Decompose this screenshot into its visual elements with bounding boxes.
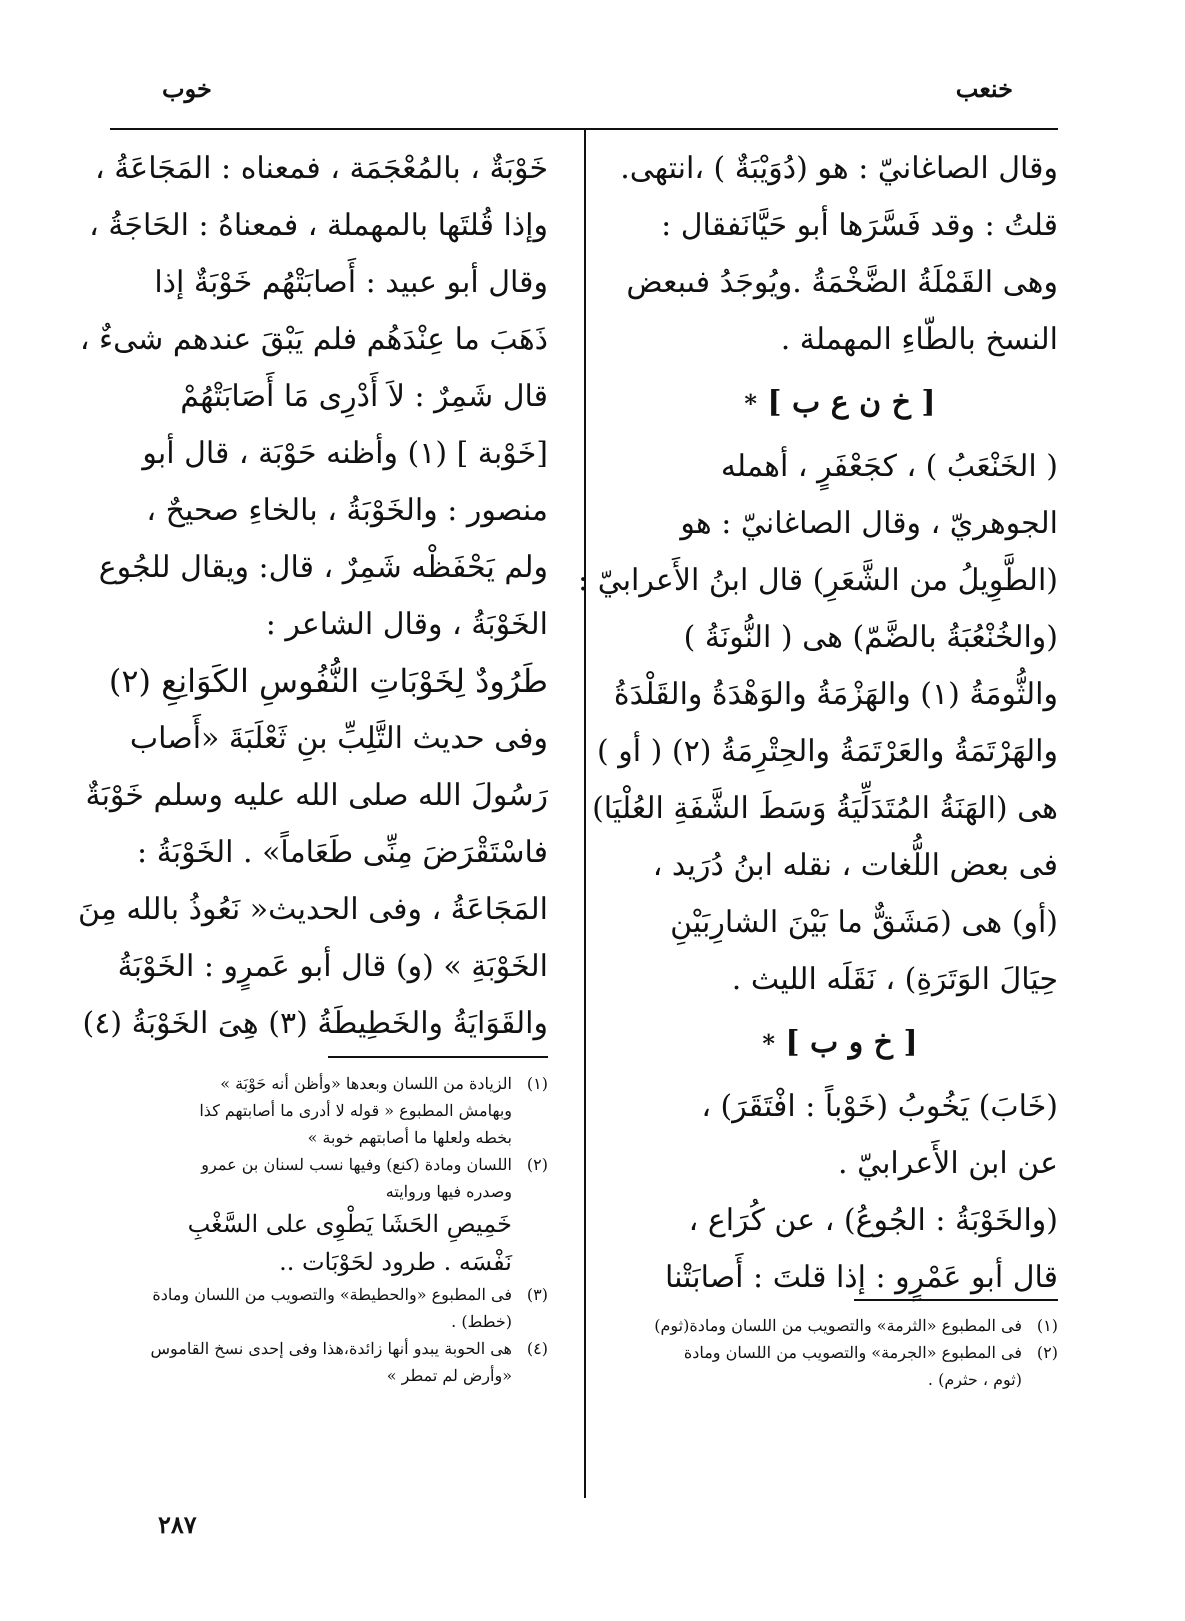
footnote: [110, 1281, 548, 1335]
text-line: (الطَّوِيلُ من الشَّعَرِ) قال ابنُ الأَعرابيّ :: [578, 563, 1058, 598]
footnote: [110, 1151, 548, 1281]
text-line: هى (الهَنَةُ المُتَدَلِّيَةُ وَسَطَ الشَّفَةِ العُلْيَا): [592, 791, 1058, 826]
text-line: [خَوْبة ] (١) وأظنه حَوْبَة ، قال أبو: [142, 436, 548, 471]
footnote-text: وصدره فيها وروايته: [385, 1182, 512, 1201]
footnote-number: (٢): [526, 1155, 548, 1174]
footnote-text: وبهامش المطبوع « قوله لا أدرى ما أصابتهم كذا: [199, 1101, 512, 1120]
text-line: الخَوْبَةُ ، وقال الشاعر :: [265, 607, 548, 642]
verse-line: طَرُودٌ لِخَوْبَاتِ النُّفُوسِ الكَوَانِعِ (٢): [108, 662, 548, 700]
footnote-text: فى المطبوع «الجرمة» والتصويب من اللسان ومادة: [683, 1343, 1022, 1362]
running-head-right: خنعب: [955, 74, 1013, 103]
right-column: [578, 140, 1058, 1306]
text-line: وهى القَمْلَةُ الضَّخْمَةُ .ويُوجَدُ فىبعض: [626, 265, 1058, 300]
text-line: خَوْبَةٌ ، بالمُعْجَمَة ، فمعناه : المَجَاعَةُ ،: [94, 151, 548, 186]
text-line: والثُّومَةُ (١) والهَزْمَةُ والوَهْدَةُ والقَلْدَةُ: [613, 677, 1058, 712]
footnote-text: (ثوم ، حثرم) .: [927, 1370, 1022, 1389]
column-divider: [584, 130, 586, 1498]
footnote-text: هى الحوبة يبدو أنها زائدة،هذا وفى إحدى نسخ القاموس: [150, 1339, 512, 1358]
footnote: [110, 1070, 548, 1151]
running-head-left: خوب: [162, 74, 212, 103]
text-line: (أو) هى (مَشَقٌّ ما بَيْنَ الشارِبَيْنِ: [670, 905, 1058, 940]
footnote-text: اللسان ومادة (كنع) وفيها نسب لسنان بن عمرو: [201, 1155, 512, 1174]
asterisk-icon: *: [744, 389, 757, 418]
text-line: فى بعض اللُّغات ، نقله ابنُ دُرَيد ،: [652, 848, 1058, 883]
text-line: (والخُنْعُبَةُ بالضَّمّ) هى ( النُّونَةُ ): [683, 620, 1058, 655]
footnote-text: فى المطبوع «الثرمة» والتصويب من اللسان ومادة(ثوم): [654, 1316, 1022, 1335]
text-line: المَجَاعَةُ ، وفى الحديث« نَعُوذُ بالله مِنَ: [77, 892, 548, 927]
text-line: وقال الصاغانيّ : هو (دُوَيْبَةٌ ) ،انتهى.: [620, 151, 1058, 186]
text-line: قلتُ : وقد فَسَّرَها أبو حَيَّانَفقال :: [661, 208, 1058, 243]
text-line: والقَوَايَةُ والخَطِيطَةُ (٣) هِىَ الخَوْبَةُ (٤): [82, 1006, 548, 1041]
text-line: والهَرْتَمَةُ والعَرْتَمَةُ والحِتْرِمَةُ (٢) ( أو ): [597, 734, 1058, 769]
text-line: عن ابن الأَعرابيّ .: [838, 1146, 1058, 1181]
footnote-verse: خَمِيصِ الحَشَا يَطْوِى على السَّغْبِ: [187, 1210, 512, 1238]
entry-heading-khwb: [622, 1008, 1058, 1078]
text-line: وإذا قُلتَها بالمهملة ، فمعناهُ : الحَاجَةُ ،: [89, 208, 548, 243]
text-line: الخَوْبَةِ » (و) قال أبو عَمرٍو : الخَوْبَةُ: [117, 949, 548, 984]
footnote-number: (١): [526, 1074, 548, 1093]
text-line: منصور : والخَوْبَةُ ، بالخاءِ صحيحٌ ،: [146, 493, 548, 528]
text-line: حِيَالَ الوَتَرَةِ) ، نَقَلَه الليث .: [731, 962, 1058, 997]
text-line: رَسُولَ الله صلى الله عليه وسلم خَوْبَةٌ: [85, 778, 548, 813]
text-line: النسخ بالطّاءِ المهملة .: [780, 322, 1058, 357]
text-line: (خَابَ) يَخُوبُ (خَوْباً : افْتَقَرَ) ،: [701, 1089, 1058, 1124]
entry-heading-text: [ خ ن ع ب ]: [767, 385, 936, 420]
footnotes-right: [622, 1312, 1058, 1393]
footnote-rule-left: [328, 1056, 548, 1058]
entry-heading-khnab: [622, 368, 1058, 438]
text-line: ذَهَبَ ما عِنْدَهُم فلم يَبْقَ عندهم شىءٌ ،: [79, 322, 548, 357]
footnote: [622, 1339, 1058, 1393]
footnote-text: «وأرض لم تمطر »: [386, 1366, 512, 1385]
footnote-number: (١): [1036, 1316, 1058, 1335]
footnote: [110, 1335, 548, 1389]
text-line: ( الخَنْعَبُ ) ، كجَعْفَرٍ ، أهمله: [720, 449, 1058, 484]
left-column: [77, 140, 548, 1052]
footnote-number: (٢): [1036, 1343, 1058, 1362]
footnote-rule-right: [854, 1299, 1058, 1301]
text-line: قال شَمِرٌ : لاَ أَدْرِى مَا أَصَابَتْهُمْ: [180, 379, 548, 414]
text-line: الجوهريّ ، وقال الصاغانيّ : هو: [680, 506, 1058, 541]
footnotes-left: [110, 1070, 548, 1389]
footnote-verse: نَفْسَه . طرود لحَوْبَات ..: [279, 1248, 512, 1276]
text-line: وقال أبو عبيد : أَصابَتْهُم خَوْبَةٌ إذا: [154, 265, 548, 300]
text-line: (والخَوْبَةُ : الجُوعُ) ، عن كُرَاع ،: [688, 1203, 1058, 1238]
footnote-text: فى المطبوع «والحطيطة» والتصويب من اللسان ومادة: [152, 1285, 512, 1304]
text-line: فاسْتَقْرَضَ مِنِّى طَعَاماً» . الخَوْبَةُ :: [137, 835, 548, 870]
entry-heading-text: [ خ و ب ]: [785, 1025, 918, 1060]
asterisk-icon: *: [762, 1029, 775, 1058]
footnote-text: الزيادة من اللسان وبعدها «وأظن أنه حَوْبَة »: [220, 1074, 512, 1093]
footnote-text: (خطط) .: [451, 1312, 512, 1331]
footnote: [622, 1312, 1058, 1339]
text-line: وفى حديث التَّلِبِّ بنِ ثَعْلَبَةَ «أَصاب: [129, 721, 548, 756]
footnote-number: (٤): [526, 1339, 548, 1358]
footnote-number: (٣): [526, 1285, 548, 1304]
text-line: قال أبو عَمْرٍو : إذا قلتَ : أَصابَتْنا: [664, 1260, 1058, 1295]
text-line: ولم يَحْفَظْه شَمِرٌ ، قال: ويقال للجُوع: [98, 550, 548, 585]
footnote-text: بخطه ولعلها ما أصابتهم خوبة »: [307, 1128, 512, 1147]
page-number: ٢٨٧: [158, 1510, 197, 1539]
